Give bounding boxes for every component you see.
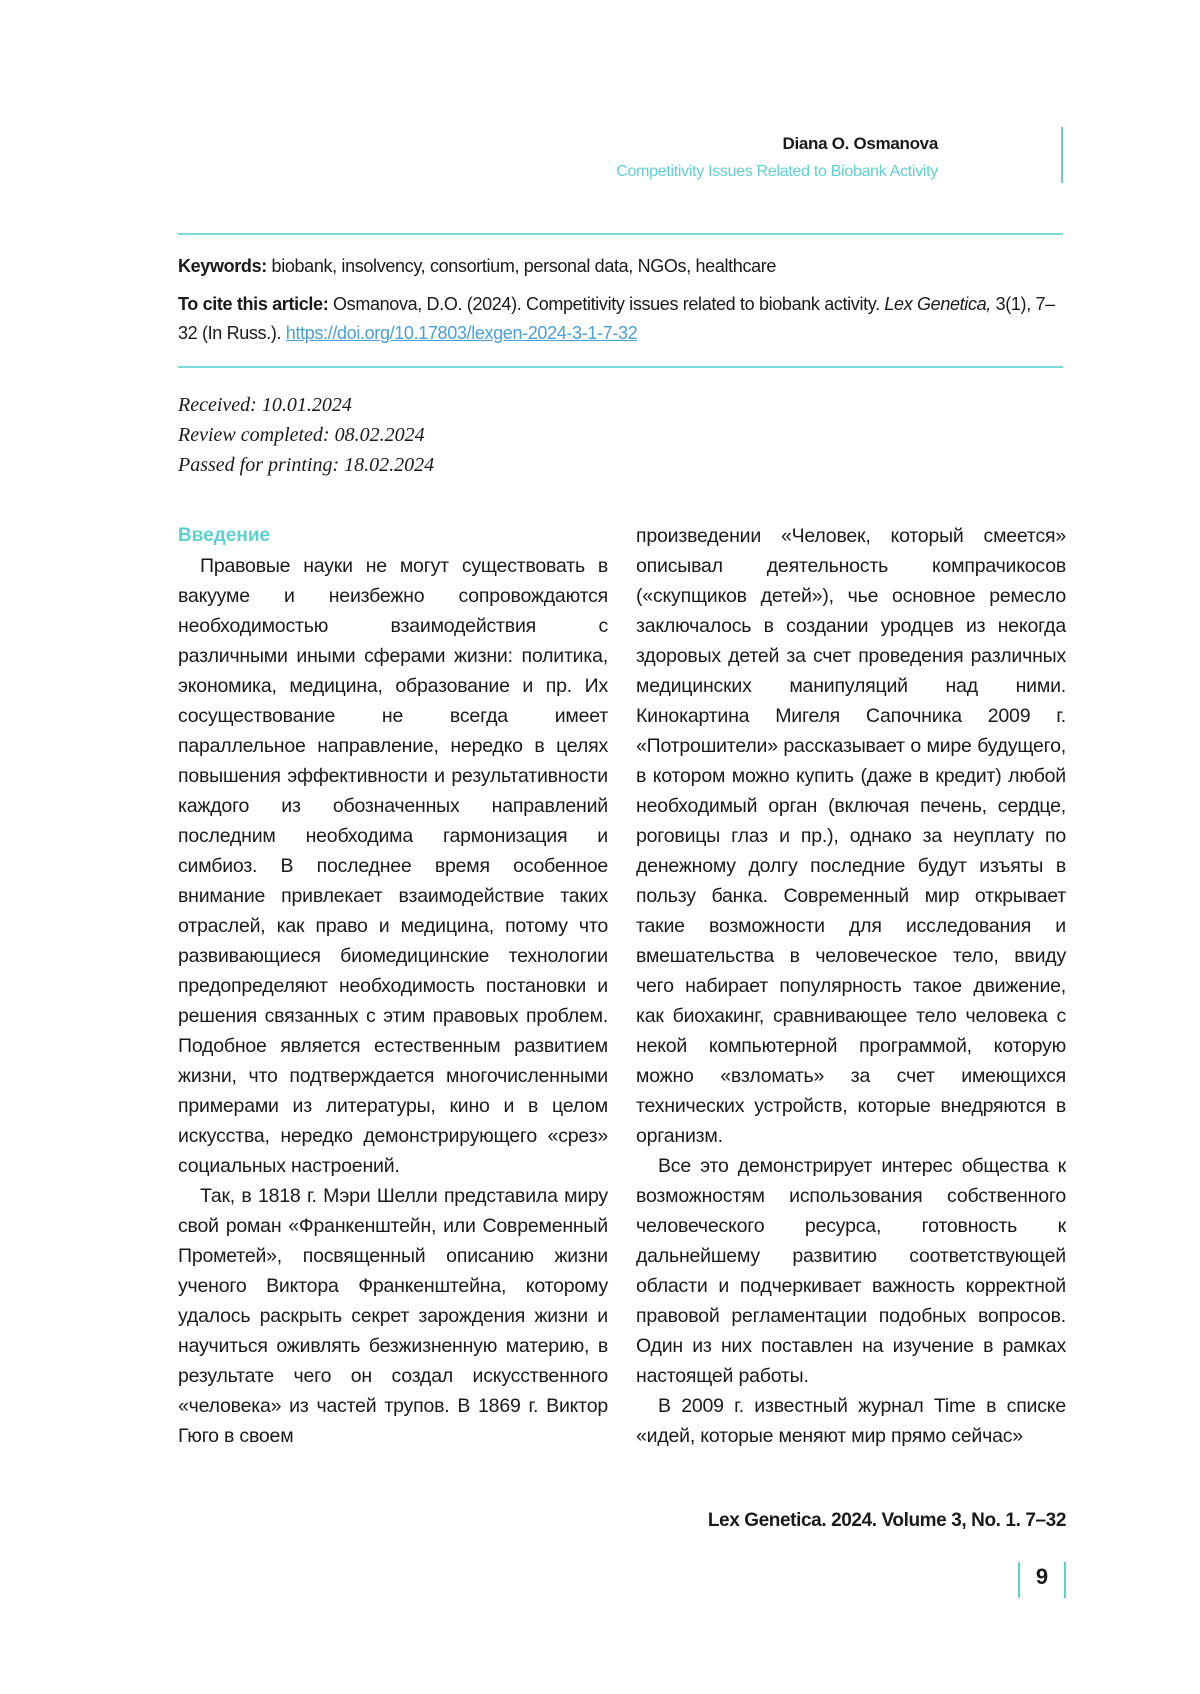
keywords-label: Keywords: xyxy=(178,256,267,276)
footer-journal-info: Lex Genetica. 2024. Volume 3, No. 1. 7–32 xyxy=(707,1510,1066,1531)
paragraph: Правовые науки не могут существовать в вакууме и неизбежно сопровождаются необходимостью взаимодействия с различными иными сферами жизни: политика, экономика, медицина, образование и пр. Их сосуществование не всегда имеет параллельное направление, нередко в целях повышения эффективности и результативности каждого из обозначенных направлений последним необходима гармонизация и симбиоз. В последнее время особенное внимание привлекает взаимодействие таких отраслей, как право и медицина, потому что развивающиеся биомедицинские технологии предопределяют необходимость постановки и решения связанных с этим правовых проблем. Подобное является естественным развитием жизни, что подтверждается многочисленными примерами из литературы, кино и в целом искусства, нередко демонстрирующего «срез» социальных настроений. xyxy=(178,555,608,1177)
page-number-bar-left xyxy=(1018,1562,1020,1598)
passed-date: Passed for printing: 18.02.2024 xyxy=(178,454,435,476)
received-date: Received: 10.01.2024 xyxy=(178,394,352,416)
page-number-bar-right xyxy=(1064,1562,1066,1598)
citation-journal: Lex Genetica, xyxy=(884,294,991,314)
keywords-value: biobank, insolvency, consortium, personal data, NGOs, healthcare xyxy=(271,256,777,276)
doi-link[interactable]: https://doi.org/10.17803/lexgen-2024-3-1-7-32 xyxy=(285,323,638,343)
body-column-left xyxy=(178,551,608,1451)
keywords-line xyxy=(178,252,1068,281)
top-divider xyxy=(178,233,1063,235)
paragraph: В 2009 г. известный журнал Time в списке «идей, которые меняют мир прямо сейчас» xyxy=(636,1395,1066,1447)
citation-volume: 3(1), 7–32 (In Russ.). xyxy=(178,294,1055,343)
citation-block xyxy=(178,290,1068,348)
body-column-right xyxy=(636,521,1066,1451)
mid-divider xyxy=(178,366,1063,368)
paragraph: произведении «Человек, который смеется» описывал деятельность компрачикосов («скупщиков детей»), чье основное ремесло заключалось в создании уродцев из некогда здоровых детей за счет проведения различных медицинских манипуляций над ними. Кинокартина Мигеля Сапочника 2009 г. «Потрошители» рассказывает о мире будущего, в котором можно купить (даже в кредит) любой необходимый орган (включая печень, сердце, роговицы глаз и пр.), однако за неуплату по денежному долгу последние будут изъяты в пользу банка. Современный мир открывает такие возможности для исследования и вмешательства в человеческое тело, ввиду чего набирает популярность такое движение, как биохакинг, сравнивающее тело человека с некой компьютерной программой, которую можно «взломать» за счет имеющихся технических устройств, которые внедряются в организм. xyxy=(636,525,1066,1147)
page-number: 9 xyxy=(1035,1564,1049,1589)
paragraph: Так, в 1818 г. Мэри Шелли представила миру свой роман «Франкенштейн, или Современный Прометей», посвященный описанию жизни ученого Виктора Франкенштейна, которому удалось раскрыть секрет зарождения жизни и научиться оживлять безжизненную материю, в результате чего он создал искусственного «человека» из частей трупов. В 1869 г. Виктор Гюго в своем xyxy=(178,1185,608,1447)
section-heading: Введение xyxy=(178,525,271,546)
header-author: Diana O. Osmanova xyxy=(782,134,938,153)
header-running-title: Competitivity Issues Related to Biobank Activity xyxy=(616,163,938,180)
review-date: Review completed: 08.02.2024 xyxy=(178,424,425,446)
citation-label: To cite this article: xyxy=(178,294,329,314)
paragraph: Все это демонстрирует интерес общества к возможностям использования собственного человеческого ресурса, готовность к дальнейшему развитию соответствующей области и подчеркивает важность корректной правовой регламентации подобных вопросов. Один из них поставлен на изучение в рамках настоящей работы. xyxy=(636,1155,1066,1387)
running-head xyxy=(616,132,938,184)
header-accent-bar xyxy=(1061,127,1063,183)
article-dates xyxy=(178,390,434,480)
citation-text: Osmanova, D.O. (2024). Competitivity issues related to biobank activity. xyxy=(333,294,880,314)
